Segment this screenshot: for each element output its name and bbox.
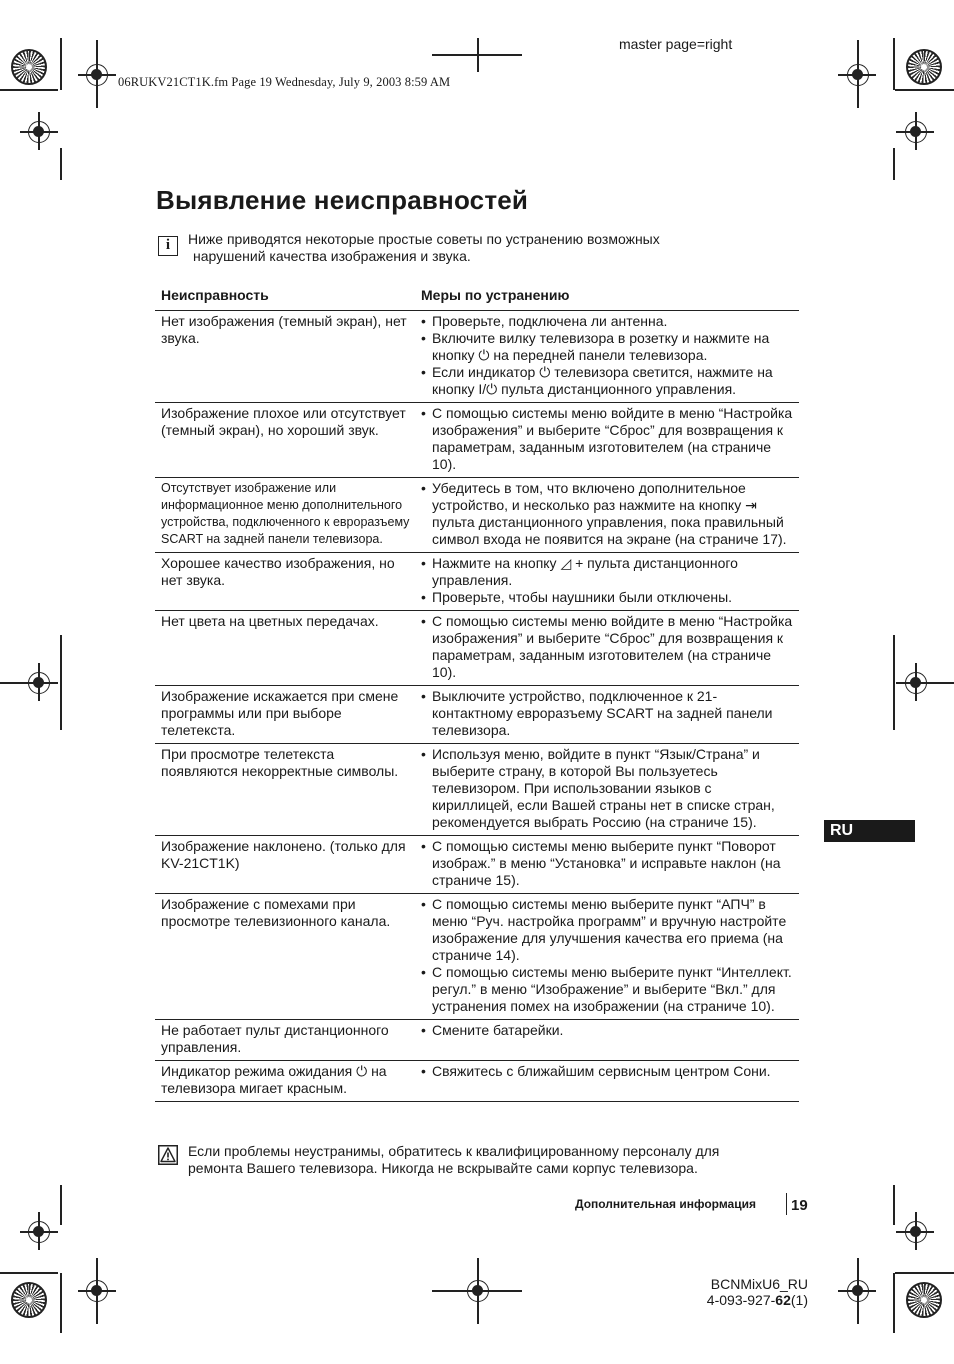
problem-cell: Изображение с помехами при просмотре телевизионного канала. xyxy=(155,894,415,1020)
remedy-list xyxy=(421,1022,795,1039)
list-item: • Убедитесь в том, что включено дополнительное устройство, и несколько раз нажмите на кнопку ⇥ пульта дистанционного управления, пока правильный символ входа не появится на экране (на страниче 17). xyxy=(421,480,795,548)
page-number: 19 xyxy=(791,1197,808,1214)
crop-mark xyxy=(60,38,62,90)
remedy-cell xyxy=(415,836,799,894)
table-row xyxy=(155,1020,799,1061)
list-item: • Смените батарейки. xyxy=(421,1022,795,1039)
list-item: • Проверьте, подключена ли антенна. xyxy=(421,313,795,330)
registration-rosette-icon xyxy=(11,49,47,85)
remedy-cell xyxy=(415,744,799,836)
registration-target-icon xyxy=(28,1221,50,1243)
remedy-list xyxy=(421,896,795,1015)
table-row xyxy=(155,1061,799,1102)
registration-target-icon xyxy=(847,64,869,86)
problem-cell: При просмотре телетекста появляются некорректные символы. xyxy=(155,744,415,836)
registration-rosette-icon xyxy=(906,1282,942,1318)
intro-text xyxy=(188,231,660,265)
problem-cell: Изображение плохое или отсутствует (темный экран), но хороший звук. xyxy=(155,403,415,478)
registration-target-icon xyxy=(905,1221,927,1243)
remedy-list xyxy=(421,555,795,606)
problem-cell: Не работает пульт дистанционного управления. xyxy=(155,1020,415,1061)
list-item: • С помощью системы меню выберите пункт “Поворот изображ.” в меню “Установка” и исправьте наклон (на страниче 15). xyxy=(421,838,795,889)
intro-line-2: нарушений качества изображения и звука. xyxy=(193,248,471,264)
warning-line-1: Если проблемы неустранимы, обратитесь к квалифицированному персоналу для xyxy=(188,1143,720,1159)
registration-target-icon xyxy=(28,672,50,694)
table-row xyxy=(155,686,799,744)
page-title: Выявление неисправностей xyxy=(156,185,529,215)
remedy-list xyxy=(421,838,795,889)
table-row xyxy=(155,611,799,686)
column-header-remedy: Меры по устранению xyxy=(421,287,570,303)
list-item: • С помощью системы меню выберите пункт “Интеллект. регул.” в меню “Изображение” и выберите “Вкл.” для устранения помех на изображении (на страниче 10). xyxy=(421,964,795,1015)
warning-text xyxy=(188,1143,719,1177)
list-item: • Нажмите на кнопку ◿ + пульта дистанционного управления. xyxy=(421,555,795,589)
column-header-problem: Неисправность xyxy=(161,287,269,303)
registration-rosette-icon xyxy=(906,49,942,85)
list-item: • Проверьте, чтобы наушники были отключены. xyxy=(421,589,795,606)
remedy-list xyxy=(421,613,795,681)
list-item: • С помощью системы меню войдите в меню “Настройка изображения” и выберите “Сброс” для возвращения к параметрам, заданным изготовителем (на страниче 10). xyxy=(421,405,795,473)
remedy-cell xyxy=(415,686,799,744)
remedy-cell xyxy=(415,1061,799,1102)
table-row xyxy=(155,836,799,894)
remedy-list xyxy=(421,313,795,398)
warning-line-2: ремонта Вашего телевизора. Никогда не вскрывайте сами корпус телевизора. xyxy=(188,1160,698,1176)
problem-cell: Индикатор режима ожидания ⏻ на телевизора мигает красным. xyxy=(155,1061,415,1102)
warning-icon xyxy=(158,1145,178,1165)
crop-mark xyxy=(60,148,62,180)
info-icon: i xyxy=(158,236,178,256)
remedy-list xyxy=(421,1063,795,1080)
file-info: 06RUKV21CT1K.fm Page 19 Wednesday, July 9, 2003 8:59 AM xyxy=(118,75,451,89)
problem-cell: Нет изображения (темный экран), нет звука. xyxy=(155,311,415,403)
remedy-cell xyxy=(415,311,799,403)
table-body xyxy=(155,311,799,1102)
table-row xyxy=(155,744,799,836)
document-code xyxy=(640,1276,808,1308)
intro-line-1: Ниже приводятся некоторые простые советы по устранению возможных xyxy=(188,231,660,247)
crop-mark xyxy=(893,38,895,90)
remedy-list xyxy=(421,688,795,739)
remedy-list xyxy=(421,746,795,831)
list-item: • С помощью системы меню выберите пункт “АПЧ” в меню “Руч. настройка программ” и вручную настройте изображение для улучшения качества его приема (на страниче 14). xyxy=(421,896,795,964)
table-row xyxy=(155,403,799,478)
problem-cell: Отсутствует изображение или информационное меню дополнительного устройства, подключенного к евроразъему SCART на задней панели телевизора. xyxy=(155,478,415,553)
problem-cell: Нет цвета на цветных передачах. xyxy=(155,611,415,686)
troubleshooting-table xyxy=(155,278,799,1102)
table-row xyxy=(155,478,799,553)
list-item: • С помощью системы меню войдите в меню “Настройка изображения” и выберите “Сброс” для возвращения к параметрам, заданным изготовителем (на страниче 10). xyxy=(421,613,795,681)
problem-cell: Хорошее качество изображения, но нет звука. xyxy=(155,553,415,611)
code-line-1: BCNMixU6_RU xyxy=(710,1276,808,1292)
table-row xyxy=(155,311,799,403)
crop-mark xyxy=(0,89,58,91)
list-item: • Если индикатор ⏻ телевизора светится, нажмите на кнопку I/⏻ пульта дистанционного управления. xyxy=(421,364,795,398)
registration-rosette-icon xyxy=(11,1282,47,1318)
registration-target-icon xyxy=(28,121,50,143)
registration-target-icon xyxy=(847,1280,869,1302)
remedy-list xyxy=(421,405,795,473)
footer-divider xyxy=(786,1193,787,1215)
remedy-cell xyxy=(415,403,799,478)
master-page-label: master page=right xyxy=(619,36,733,52)
problem-cell: Изображение наклонено. (только для KV-21CT1K) xyxy=(155,836,415,894)
registration-target-icon xyxy=(467,1280,489,1302)
code-line-2: 4-093-927-62(1) xyxy=(706,1292,808,1308)
remedy-cell xyxy=(415,1020,799,1061)
registration-target-icon xyxy=(905,121,927,143)
remedy-cell xyxy=(415,611,799,686)
problem-cell: Изображение искажается при смене программы или при выборе телетекста. xyxy=(155,686,415,744)
table-row xyxy=(155,553,799,611)
registration-target-icon xyxy=(905,672,927,694)
registration-target-icon xyxy=(86,64,108,86)
remedy-cell xyxy=(415,553,799,611)
list-item: • Свяжитесь с ближайшим сервисным центром Сони. xyxy=(421,1063,795,1080)
remedy-cell xyxy=(415,478,799,553)
list-item: • Включите вилку телевизора в розетку и нажмите на кнопку ⏻ на передней панели телевизора. xyxy=(421,330,795,364)
list-item: • Используя меню, войдите в пункт “Язык/Страна” и выберите страну, в которой Вы пользуетесь телевизором. При использовании языков с кириллицей, если Вашей страны нет в списке стран, рекомендуется выбрать Россию (на страниче 15). xyxy=(421,746,795,831)
language-tab: RU xyxy=(824,820,915,842)
remedy-list xyxy=(421,480,795,548)
section-label: Дополнительная информация xyxy=(575,1197,756,1211)
table-row xyxy=(155,894,799,1020)
crop-mark xyxy=(893,148,895,180)
crop-mark xyxy=(895,89,954,91)
remedy-cell xyxy=(415,894,799,1020)
registration-target-icon xyxy=(86,1280,108,1302)
list-item: • Выключите устройство, подключенное к 21-контактному евроразъему SCART на задней панели телевизора. xyxy=(421,688,795,739)
table-header-row xyxy=(155,278,799,311)
